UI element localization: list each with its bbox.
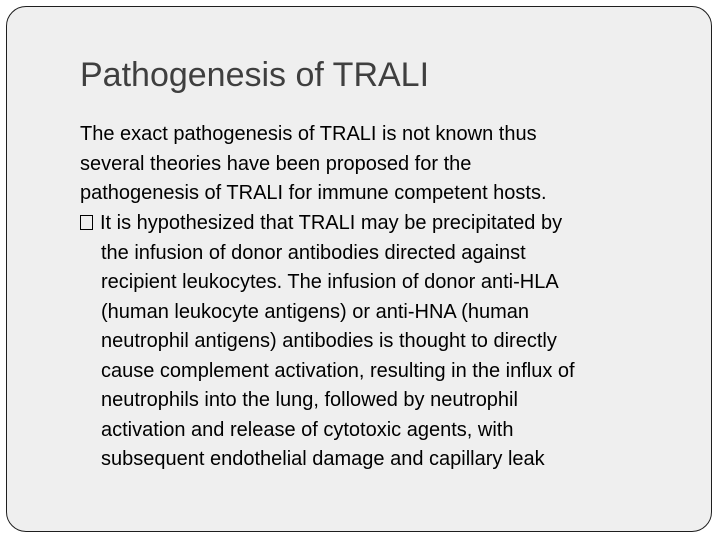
bullet-line: recipient leukocytes. The infusion of donor anti-HLA	[101, 271, 559, 293]
bullet-line: activation and release of cytotoxic agents, with	[101, 418, 514, 441]
bullet-line: neutrophils into the lung, followed by neutrophil	[101, 389, 518, 411]
bullet-line: the infusion of donor antibodies directed against	[101, 241, 526, 264]
slide-title: Pathogenesis of TRALI	[80, 56, 430, 94]
bullet-text	[100, 209, 690, 475]
bullet-line: subsequent endothelial damage and capillary leak	[101, 448, 545, 470]
bullet-line: It is hypothesized that TRALI may be precipitated by	[100, 212, 563, 234]
bullet-line: (human leukocyte antigens) or anti-HNA (human	[101, 300, 529, 323]
intro-paragraph	[80, 120, 680, 209]
intro-line: pathogenesis of TRALI for immune competent hosts.	[80, 182, 547, 204]
intro-line: The exact pathogenesis of TRALI is not known thus	[80, 123, 537, 145]
square-bullet-icon	[80, 215, 93, 230]
bullet-line: neutrophil antigens) antibodies is thought to directly	[101, 330, 557, 352]
intro-line: several theories have been proposed for the	[80, 152, 472, 175]
bullet-line: cause complement activation, resulting in the influx of	[101, 359, 575, 382]
